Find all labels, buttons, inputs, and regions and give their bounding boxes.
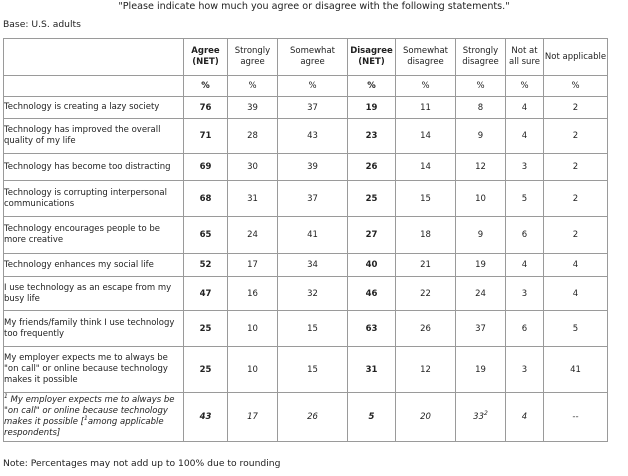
value-cell: 4 [506,119,544,154]
value-cell: 5 [348,393,396,442]
statement-cell: Technology encourages people to be more creative [4,217,184,254]
header-agree-net: Agree (NET) [184,39,228,76]
statement-text: My employer expects me to always be "on call" or online because technology makes it possible [ [4,395,175,427]
value-cell: 12 [456,154,506,181]
table-row [4,277,608,311]
value-cell: 4 [506,254,544,277]
value-cell: 19 [348,97,396,119]
value-cell: 63 [348,311,396,347]
value-cell: 26 [396,311,456,347]
footnote-marker: 1 [84,415,88,423]
value-cell: 25 [184,311,228,347]
statement-cell: Technology enhances my social life [4,254,184,277]
value-cell: 68 [184,181,228,217]
table-row [4,119,608,154]
table-row [4,154,608,181]
percent-cell: % [506,76,544,97]
value-cell: 2 [544,154,608,181]
percent-cell: % [456,76,506,97]
value-cell: 46 [348,277,396,311]
value-cell: 16 [228,277,278,311]
value-cell: 8 [456,97,506,119]
value-cell: 2 [544,217,608,254]
value-cell [456,393,506,442]
value-cell: 9 [456,217,506,254]
value-cell: 41 [544,347,608,393]
statement-cell [4,393,184,442]
percent-cell-empty [4,76,184,97]
value-cell: 26 [348,154,396,181]
header-strongly-agree: Strongly agree [228,39,278,76]
table-row [4,347,608,393]
header-somewhat-agree: Somewhat agree [278,39,348,76]
percent-cell: % [184,76,228,97]
value-cell: 2 [544,97,608,119]
value-cell: 69 [184,154,228,181]
value-cell: 15 [278,347,348,393]
statement-cell: Technology has improved the overall quality of my life [4,119,184,154]
percent-cell: % [228,76,278,97]
value-cell: 24 [228,217,278,254]
base-label: Base: U.S. adults [3,19,81,30]
header-somewhat-disagree: Somewhat disagree [396,39,456,76]
value-cell: 40 [348,254,396,277]
value-cell: 2 [544,119,608,154]
value-cell: 17 [228,393,278,442]
results-table [3,38,608,442]
statement-cell: My employer expects me to always be "on call" or online because technology makes it possible [4,347,184,393]
value-cell: 9 [456,119,506,154]
percent-cell: % [278,76,348,97]
value-cell: 3 [506,347,544,393]
value-cell: 41 [278,217,348,254]
statement-cell: Technology is corrupting interpersonal communications [4,181,184,217]
value-cell: 37 [456,311,506,347]
table-row [4,217,608,254]
statement-text-tail: among applicable respondents] [4,417,164,438]
value-cell: 23 [348,119,396,154]
statement-cell: My friends/family think I use technology too frequently [4,311,184,347]
value-cell: 27 [348,217,396,254]
value-cell: 25 [348,181,396,217]
value-cell: 30 [228,154,278,181]
value-cell: 25 [184,347,228,393]
header-not-sure: Not at all sure [506,39,544,76]
value-cell: 10 [228,311,278,347]
value-cell: 31 [348,347,396,393]
value-cell: 76 [184,97,228,119]
value-cell: 47 [184,277,228,311]
value-cell: 4 [506,97,544,119]
value-cell: 12 [396,347,456,393]
value-cell: 26 [278,393,348,442]
value-cell: 20 [396,393,456,442]
table-row-applicable [4,393,608,442]
value-cell: 15 [278,311,348,347]
value-cell: 11 [396,97,456,119]
value-cell: 71 [184,119,228,154]
value-cell: 39 [278,154,348,181]
value-cell: 24 [456,277,506,311]
value-cell: 22 [396,277,456,311]
header-statement [4,39,184,76]
value-cell: 3 [506,154,544,181]
value-cell: 37 [278,181,348,217]
percent-row [4,76,608,97]
value-cell: 6 [506,311,544,347]
value-cell: 15 [396,181,456,217]
value-cell: 14 [396,119,456,154]
value-cell: 43 [184,393,228,442]
value-cell: 37 [278,97,348,119]
value-cell: 10 [456,181,506,217]
question-heading: "Please indicate how much you agree or disagree with the following statements." [118,1,510,12]
statement-cell: Technology has become too distracting [4,154,184,181]
percent-cell: % [396,76,456,97]
value-cell: 31 [228,181,278,217]
value-cell: 5 [544,311,608,347]
footnote-marker: 2 [484,410,488,418]
table-row [4,181,608,217]
value-cell: 19 [456,254,506,277]
value-cell: 43 [278,119,348,154]
percent-cell: % [544,76,608,97]
value-cell: 10 [228,347,278,393]
statement-cell: I use technology as an escape from my busy life [4,277,184,311]
header-strongly-disagree: Strongly disagree [456,39,506,76]
value-cell: 39 [228,97,278,119]
value-cell: 14 [396,154,456,181]
value-cell: 19 [456,347,506,393]
value-cell: 18 [396,217,456,254]
value-cell: 17 [228,254,278,277]
header-disagree-net: Disagree (NET) [348,39,396,76]
value-cell: 6 [506,217,544,254]
header-not-applicable: Not applicable [544,39,608,76]
value-cell: 65 [184,217,228,254]
value-cell: 5 [506,181,544,217]
value-text: 33 [473,412,484,422]
table-row [4,311,608,347]
table-row [4,254,608,277]
value-cell: 32 [278,277,348,311]
footnote: Note: Percentages may not add up to 100% due to rounding [3,458,281,469]
statement-cell: Technology is creating a lazy society [4,97,184,119]
table-row [4,97,608,119]
value-cell: 21 [396,254,456,277]
value-cell: 34 [278,254,348,277]
value-cell: 2 [544,181,608,217]
value-cell: -- [544,393,608,442]
value-cell: 4 [506,393,544,442]
percent-cell: % [348,76,396,97]
value-cell: 52 [184,254,228,277]
value-cell: 4 [544,254,608,277]
value-cell: 4 [544,277,608,311]
value-cell: 3 [506,277,544,311]
footnote-marker: 1 [4,393,8,401]
value-cell: 28 [228,119,278,154]
